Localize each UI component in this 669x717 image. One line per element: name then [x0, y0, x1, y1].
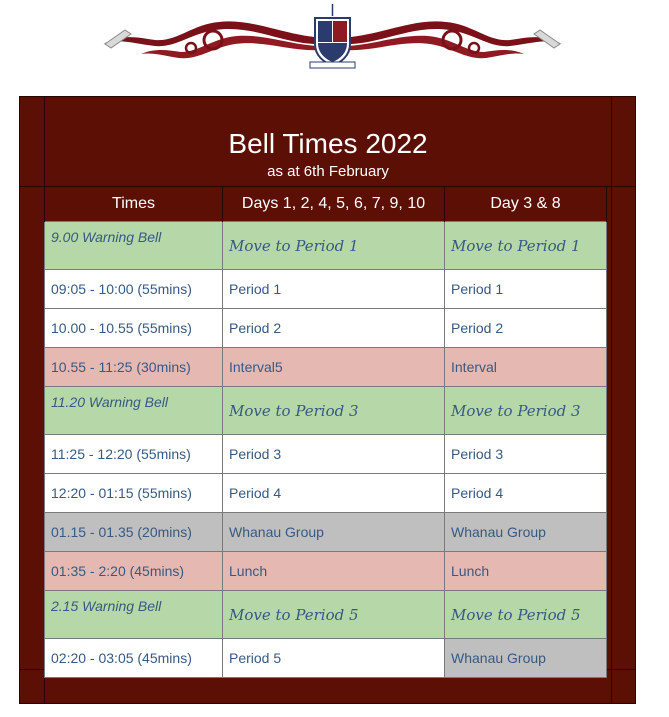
- period-cell: Whanau Group: [445, 513, 607, 552]
- time-cell: 10.00 - 10.55 (55mins): [45, 309, 223, 348]
- time-cell: 12:20 - 01:15 (55mins): [45, 474, 223, 513]
- table-row: [45, 348, 607, 387]
- period-cell: Period 4: [223, 474, 445, 513]
- period-cell: Interval5: [223, 348, 445, 387]
- time-cell: 10.55 - 11:25 (30mins): [45, 348, 223, 387]
- period-cell: Move to Period 3: [445, 387, 607, 435]
- time-cell: 02:20 - 03:05 (45mins): [45, 639, 223, 678]
- period-cell: Whanau Group: [223, 513, 445, 552]
- column-header-times: Times: [45, 187, 223, 222]
- time-cell: 2.15 Warning Bell: [45, 591, 223, 639]
- column-header-days-3-8: Day 3 & 8: [445, 187, 607, 222]
- table-row: [45, 387, 607, 435]
- period-cell: Move to Period 3: [223, 387, 445, 435]
- period-cell: Move to Period 1: [445, 222, 607, 270]
- table-row: [45, 270, 607, 309]
- title-block: [45, 97, 611, 186]
- table-row: [45, 639, 607, 678]
- period-cell: Move to Period 5: [445, 591, 607, 639]
- period-cell: Period 2: [445, 309, 607, 348]
- table-row: [45, 222, 607, 270]
- table-row: [45, 552, 607, 591]
- school-crest-banner: [95, 4, 570, 70]
- column-header-days-standard: Days 1, 2, 4, 5, 6, 7, 9, 10: [223, 187, 445, 222]
- period-cell: Lunch: [223, 552, 445, 591]
- table-row: [45, 309, 607, 348]
- table-row: [45, 435, 607, 474]
- period-cell: Period 3: [445, 435, 607, 474]
- period-cell: Interval: [445, 348, 607, 387]
- bell-times-table: [44, 187, 607, 678]
- table-header-row: [45, 187, 607, 222]
- time-cell: 11:25 - 12:20 (55mins): [45, 435, 223, 474]
- period-cell: Period 1: [223, 270, 445, 309]
- period-cell: Period 3: [223, 435, 445, 474]
- period-cell: Period 1: [445, 270, 607, 309]
- page-title: Bell Times 2022: [228, 128, 428, 159]
- table-row: [45, 474, 607, 513]
- period-cell: Period 2: [223, 309, 445, 348]
- period-cell: Period 5: [223, 639, 445, 678]
- frame-divider: [611, 97, 612, 703]
- period-cell: Period 4: [445, 474, 607, 513]
- time-cell: 01.15 - 01.35 (20mins): [45, 513, 223, 552]
- table-row: [45, 591, 607, 639]
- table-row: [45, 513, 607, 552]
- page-subtitle: as at 6th February: [267, 163, 389, 180]
- time-cell: 09:05 - 10:00 (55mins): [45, 270, 223, 309]
- time-cell: 9.00 Warning Bell: [45, 222, 223, 270]
- period-cell: Move to Period 1: [223, 222, 445, 270]
- period-cell: Whanau Group: [445, 639, 607, 678]
- time-cell: 11.20 Warning Bell: [45, 387, 223, 435]
- period-cell: Lunch: [445, 552, 607, 591]
- period-cell: Move to Period 5: [223, 591, 445, 639]
- time-cell: 01:35 - 2:20 (45mins): [45, 552, 223, 591]
